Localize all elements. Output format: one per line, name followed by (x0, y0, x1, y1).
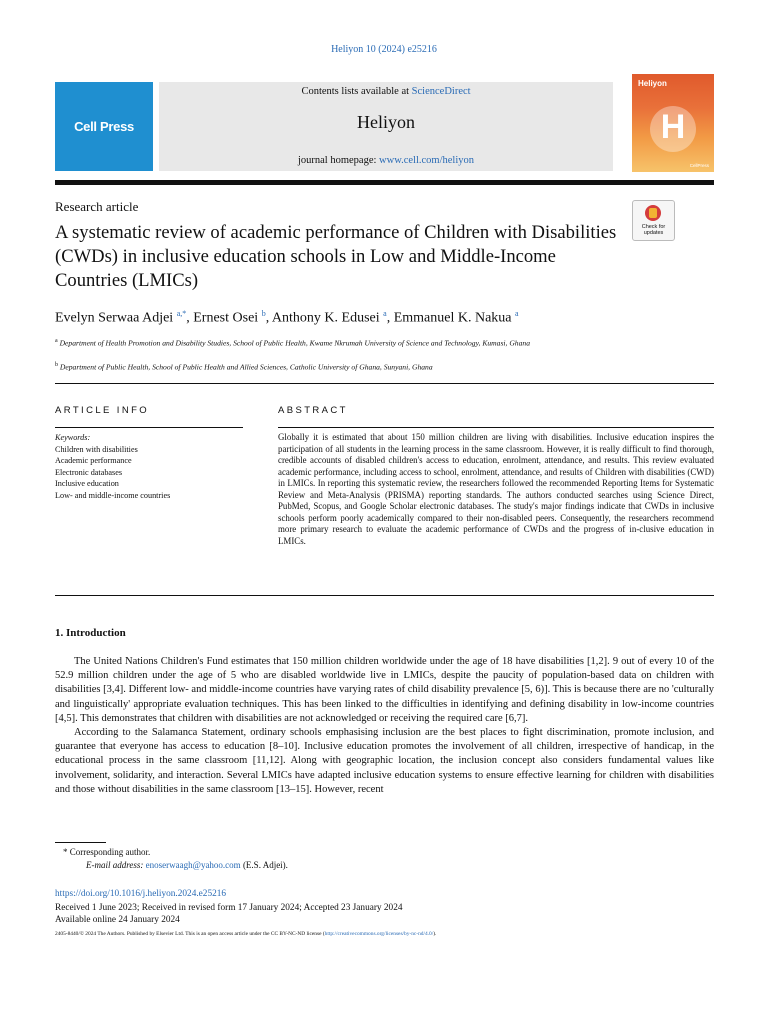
article-title: A systematic review of academic performance of Children with Disabilities (CWDs) in inclusive education schools in Low and Middle-Income Countries (LMICs) (55, 222, 617, 291)
homepage-line: journal homepage: www.cell.com/heliyon (297, 155, 475, 166)
journal-masthead (159, 82, 613, 171)
email-note: E-mail address: enoserwaagh@yahoo.com (E.S. Adjei). (86, 860, 288, 870)
keyword: Inclusive education (55, 479, 119, 489)
affiliation: $^a$ Department of Health Promotion and Disability Studies, School of Public Health, Kwame Nkrumah University of Science and Technology, Kumasi, Ghana (55, 338, 530, 348)
author-affiliation-mark[interactable]: a,* (176, 309, 187, 318)
journal-reference[interactable]: Heliyon 10 (2024) e25216 (331, 44, 437, 55)
cover-footer: CellPress (689, 163, 709, 168)
article-info-rule (55, 427, 243, 428)
license-line: 2405-8440/© 2024 The Authors. Published by Elsevier Ltd. This is an open access article under the CC BY-NC-ND license (http://creativecommons.org/licenses/by-nc-nd/4.0/). (55, 931, 437, 937)
received-dates: Received 1 June 2023; Received in revised form 17 January 2024; Accepted 23 January 2024 (55, 903, 403, 913)
keywords-label: Keywords: (55, 433, 91, 442)
corresponding-author-note: * Corresponding author. (63, 847, 151, 857)
author-name: Emmanuel K. Nakua (393, 310, 512, 326)
keyword: Children with disabilities (55, 444, 138, 454)
author-name: Ernest Osei (193, 310, 259, 326)
journal-cover-image (632, 74, 714, 172)
crossmark-bookmark-icon (649, 208, 657, 218)
introduction-heading: 1. Introduction (55, 627, 126, 639)
available-online: Available online 24 January 2024 (55, 915, 180, 925)
abstract-heading: ABSTRACT (278, 405, 348, 416)
abstract-text: Globally it is estimated that about 150 million children are living with disabilities. Inclusive education inspires the participation of all students in the learning process in the same classroom. However, it is really difficult to find thorough, credible accounts of disabled children's access to education, enrolment, attendance, and results. This review evaluated academic performance, including access to school, enrolment, attendance, and results of Children with disabilities (CWD) in LMICs. In reporting this systematic review, the researchers followed the recommended Reporting Items for Systematic Review and Meta-Analysis (PRISMA) reporting standards. The authors conducted searches using Science Direct, PubMed, Scopus, and Google Scholar electronic databases. The study's major findings indicate that CWDs in inclusive schools perform poorly academically compared to their non-disabled peers. Consequently, the researchers recommend more primary research to evaluate the academic performance of CWDs and the progress of in-clusive education in LMICs. (278, 432, 714, 546)
homepage-link[interactable]: www.cell.com/heliyon (379, 155, 475, 166)
cellpress-logo-text: Cell Press (74, 119, 134, 134)
license-link[interactable]: http://creativecommons.org/licenses/by-nc-nd/4.0/ (324, 931, 434, 937)
article-type: Research article (55, 199, 139, 214)
check-for-updates-button[interactable] (632, 200, 675, 241)
introduction-body (55, 655, 714, 797)
abstract-rule (278, 427, 714, 428)
cover-letter: H (660, 108, 686, 146)
affiliation: $^b$ Department of Public Health, School of Public Health and Allied Sciences, Catholic University of Ghana, Sunyani, Ghana (55, 362, 433, 372)
crossmark-label: Check for updates (641, 224, 666, 236)
keyword: Electronic databases (55, 467, 123, 477)
keywords-list (55, 432, 170, 502)
sciencedirect-link[interactable]: ScienceDirect (411, 86, 471, 97)
author-affiliation-mark[interactable]: a (383, 309, 387, 318)
author-affiliation-mark[interactable]: b (261, 309, 266, 318)
header-divider (55, 180, 714, 185)
section-divider (55, 595, 714, 596)
author-name: Evelyn Serwaa Adjei (55, 310, 174, 326)
keyword: Low- and middle-income countries (55, 490, 171, 500)
cover-title: Heliyon (638, 79, 667, 88)
doi-link[interactable]: https://doi.org/10.1016/j.heliyon.2024.e25216 (55, 889, 227, 899)
paragraph: The United Nations Children's Fund estimates that 150 million children worldwide under the age of 18 have disabilities [1,2]. 9 out of every 10 of the 52.9 million children under the age of 5 who are disabled worldwide live in LMICs, despite the paucity of population-based data on children with disabilities [3,4]. Different low- and middle-income countries have varying rates of child disability prevalence [5, 6)]. This is because there are no 'culturally and linguistically' appropriate evaluation techniques. This has been linked to the difficulties in identifying and defining disability in low-income countries [4,5]. This demonstrates that children with disabilities are not acknowledged or receiving the required care [6,7]. (55, 656, 714, 724)
author-name: Anthony K. Edusei (271, 310, 380, 326)
keyword: Academic performance (55, 456, 132, 466)
article-info-heading: ARTICLE INFO (55, 405, 150, 416)
contents-line: Contents lists available at ScienceDirect (301, 86, 471, 97)
paragraph: According to the Salamanca Statement, ordinary schools emphasising inclusion are the best places to fight discrimination, promote inclusion, and guarantee that everyone has access to education [8–10]. Inclusive education promotes the involvement of all children, irrespective of handicap, in the educational process in the same classroom [11,12]. Along with geographic location, the inclusion concept also considers fundamental values like involvement, solidarity, and interaction. Several LMICs have adapted inclusive education systems to ensure effective learning for children with disabilities and those without disabilities in the same classroom [13–15]. However, recent (55, 727, 714, 795)
journal-name: Heliyon (357, 112, 415, 132)
section-divider (55, 383, 714, 384)
author-list: Evelyn Serwaa Adjei $^{a,*}$, Ernest Osei $^b$, Anthony K. Edusei $^a$, Emmanuel K. Nakua $^a$ (55, 309, 519, 326)
author-affiliation-mark[interactable]: a (515, 309, 519, 318)
footnote-divider (55, 842, 106, 843)
cellpress-logo (55, 82, 153, 171)
email-link[interactable]: enoserwaagh@yahoo.com (145, 860, 241, 870)
